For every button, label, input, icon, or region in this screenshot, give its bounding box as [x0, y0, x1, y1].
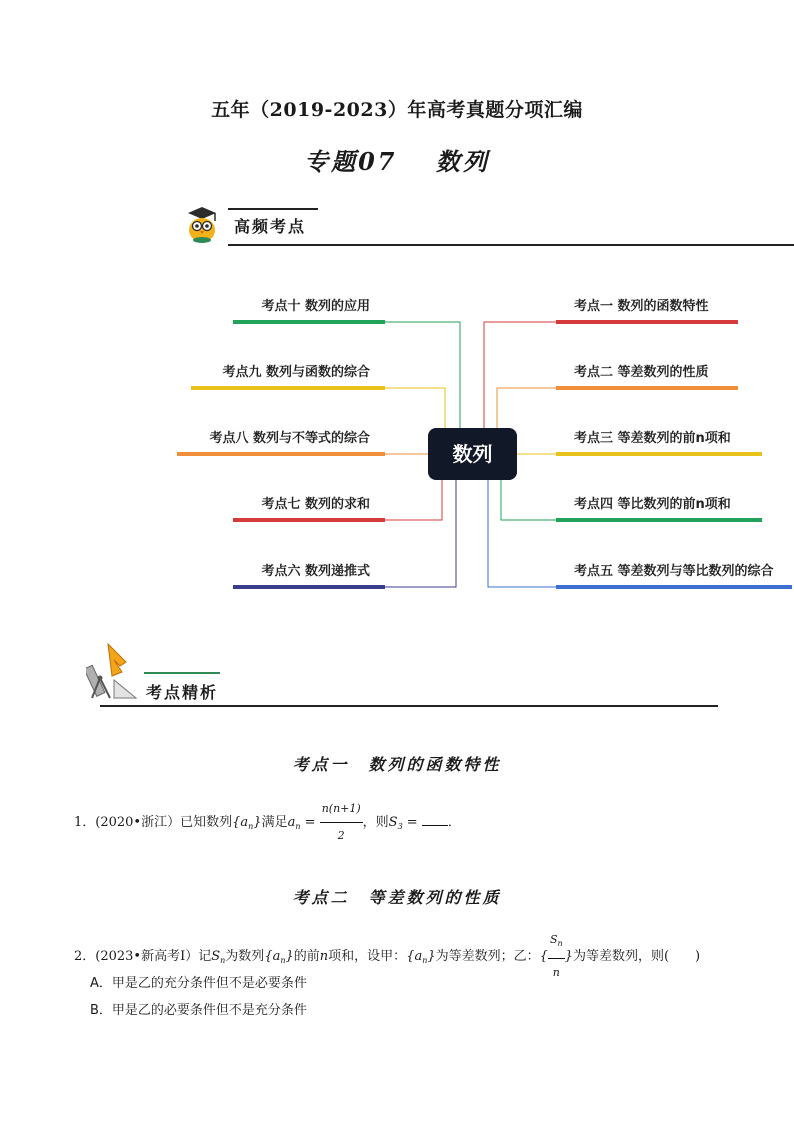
mindmap-label-right: 考点二 等差数列的性质: [574, 365, 709, 380]
underline-right-5: [556, 585, 792, 589]
q1-blank: [422, 815, 448, 826]
kp1-title: 考点一 数列的函数特性: [292, 755, 502, 774]
underline-left-5: [233, 585, 385, 589]
connector-right-4: [501, 480, 556, 520]
underline-left-2: [191, 386, 385, 390]
q2-part5: 为等差数列，则( ): [572, 949, 701, 964]
connector-right-5: [488, 480, 556, 587]
option-a: A．甲是乙的充分条件但不是必要条件: [90, 976, 307, 991]
connector-right-1: [484, 322, 556, 428]
mindmap-label-left: 考点七 数列的求和: [261, 497, 370, 512]
q2-part1: 为数列: [225, 949, 265, 964]
q2-part4: 为等差数列；乙：: [435, 949, 540, 964]
q2-part2: 的前: [293, 949, 320, 964]
connector-left-4: [385, 480, 442, 520]
q1-formula: $a_n$ =: [287, 815, 320, 831]
ruler-compass-icon: [86, 642, 140, 702]
mindmap-label-right: 考点三 等差数列的前n项和: [574, 431, 731, 446]
mindmap-label-left: 考点十 数列的应用: [261, 299, 370, 314]
connector-left-2: [385, 388, 445, 428]
q2-seq: $\{a_n\}$: [264, 949, 294, 965]
q2-seq-a: $\{a_n\}$: [406, 949, 436, 965]
mindmap-label-left: 考点六 数列递推式: [261, 564, 370, 579]
q2-part3: 项和，设甲：: [328, 949, 407, 964]
q1-seq: $\{a_n\}$: [232, 815, 262, 831]
mindmap-label-right: 考点四 等比数列的前n项和: [574, 497, 731, 512]
underline-right-1: [556, 320, 738, 324]
analysis-section-label: 考点精析: [146, 683, 219, 702]
q1-end: ．: [447, 815, 461, 830]
kp2-title: 考点二 等差数列的性质: [292, 888, 502, 907]
underline-right-4: [556, 518, 762, 522]
question-1: [74, 796, 461, 849]
document-title: 五年（2019-2023）年高考真题分项汇编: [211, 99, 583, 121]
connector-right-2: [497, 388, 556, 428]
question-2: 2．(2023•新高考Ⅰ）记$S_n$为数列$\{a_n\}$的前n项和，设甲：$\{a_n\}$为等差数列；乙：{ $\frac{S_n}{n}$ }为等差数列，则( ): [74, 926, 700, 987]
q2-n: n: [319, 949, 329, 964]
underline-left-3: [177, 452, 385, 456]
q2-seq-b: {: [539, 949, 548, 964]
mindmap-label-right: 考点一 数列的函数特性: [574, 299, 709, 314]
q1-mid: 满足: [261, 815, 288, 830]
frequent-section-label: 高频考点: [234, 217, 307, 236]
q2-prefix: 2．(2023•新高考Ⅰ）记: [74, 949, 212, 964]
underline-right-2: [556, 386, 738, 390]
q1-s3: $S_3$ =: [388, 815, 422, 831]
topic-title: 专题07 数列: [304, 147, 490, 176]
analysis-section-header: [86, 642, 718, 708]
underline-left-4: [233, 518, 385, 522]
mindmap-label-left: 考点九 数列与函数的综合: [222, 365, 370, 380]
underline-left-1: [233, 320, 385, 324]
q1-prefix: 1．(2020•浙江）已知数列: [74, 815, 233, 830]
q2-fraction: $\frac{S_n}{n}$: [548, 926, 565, 987]
connector-left-1: [385, 322, 460, 428]
mindmap-label-right: 考点五 等差数列与等比数列的综合: [574, 564, 774, 579]
connector-left-5: [385, 480, 456, 587]
mindmap-center: 数列: [428, 428, 517, 480]
q1-fraction: $\frac{n(n+1)}{2}$: [320, 796, 363, 849]
q2-sn: $S_n$: [211, 949, 226, 965]
mindmap-label-left: 考点八 数列与不等式的综合: [209, 431, 370, 446]
underline-right-3: [556, 452, 762, 456]
q1-then: ，则: [362, 815, 389, 830]
option-b: B．甲是乙的必要条件但不是充分条件: [90, 1003, 307, 1018]
